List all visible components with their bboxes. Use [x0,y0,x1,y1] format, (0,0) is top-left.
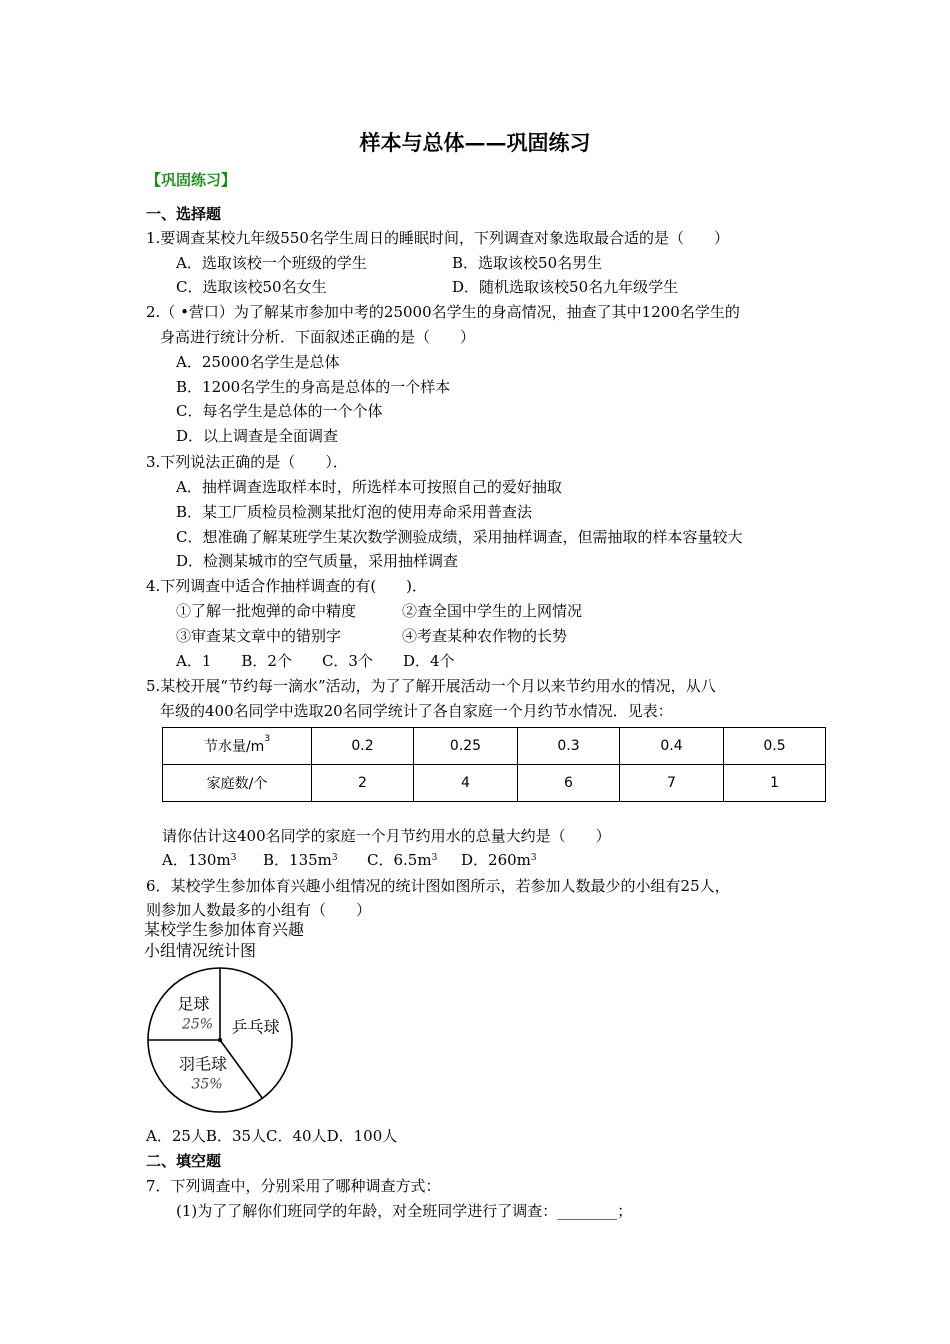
unit-superscript: 3 [264,734,271,744]
q3-stem: 3.下列说法正确的是（ ）． [146,453,348,471]
q5-option-b [263,850,338,870]
table-cell: 4 [414,765,518,802]
pie-slice-percent: 25% [181,1016,214,1033]
q6-stem-line2: 则参加人数最多的小组有（ ） [146,901,372,919]
section-fill-heading: 二、填空题 [146,1152,222,1170]
table-row [163,728,826,765]
q1-stem: 1.要调查某校九年级550名学生周日的睡眠时间，下列调查对象选取最合适的是（ ） [146,229,729,247]
exercise-tag: 【巩固练习】 [146,171,237,189]
q2-stem-line2: 身高进行统计分析．下面叙述正确的是（ ） [160,328,476,346]
q4-item-1: ①了解一批炮弹的命中精度 [176,602,357,620]
q5-option-d-text: D．260m [461,851,531,869]
water-amount-label: 节水量/m [203,739,265,755]
table-cell: 7 [620,765,724,802]
chart-title-line1: 某校学生参加体育兴趣 [144,920,305,939]
table-row [163,765,826,802]
table-cell: 0.4 [620,728,724,765]
page-title: 样本与总体——巩固练习 [359,130,591,155]
table-header-cell [163,728,312,765]
pie-chart [142,962,302,1122]
q5-option-b-text: B．135m [263,851,332,869]
q1-option-b: B．选取该校50名男生 [452,254,603,272]
q3-option-a: A．抽样调查选取样本时，所选样本可按照自己的爱好抽取 [176,478,562,496]
q2-option-c: C．每名学生是总体的一个个体 [176,402,383,420]
pie-center-dot [218,1038,222,1042]
section-choice-heading: 一、选择题 [146,205,222,223]
table-header-cell: 家庭数/个 [163,765,312,802]
q4-item-2: ②查全国中学生的上网情况 [402,602,583,620]
unit-superscript: 3 [331,853,338,863]
table-cell: 6 [518,765,620,802]
q5-stem-line2: 年级的400名同学中选取20名同学统计了各自家庭一个月约节水情况．见表： [160,702,673,720]
q5-option-d [461,850,537,870]
q1-option-a: A．选取该校一个班级的学生 [176,254,367,272]
q5-option-a [162,850,236,870]
q5-question: 请你估计这400名同学的家庭一个月节约用水的总量大约是（ ） [162,827,611,845]
q4-stem: 4.下列调查中适合作抽样调查的有( )． [146,577,428,595]
table-cell: 1 [724,765,826,802]
q4-item-3: ③审查某文章中的错别字 [176,627,342,645]
pie-slice-label: 足球 [177,994,210,1014]
q5-option-a-text: A．130m [162,851,231,869]
q6-options: A．25人B．35人C．40人D．100人 [146,1127,398,1145]
pie-slice-label: 乒乓球 [231,1017,280,1037]
table-cell: 0.5 [724,728,826,765]
table-cell: 0.3 [518,728,620,765]
unit-superscript: 3 [530,853,537,863]
q2-stem-line1: 2.（ •营口）为了解某市参加中考的25000名学生的身高情况，抽查了其中1200名学生的 [146,303,740,321]
unit-superscript: 3 [431,853,438,863]
q3-option-c: C．想准确了解某班学生某次数学测验成绩，采用抽样调查，但需抽取的样本容量较大 [176,528,743,546]
water-saving-table [162,727,826,802]
q7-sub1: (1)为了了解你们班同学的年龄，对全班同学进行了调查：________； [176,1202,633,1220]
q5-option-c-text: C．6.5m [367,851,432,869]
table-cell: 2 [312,765,414,802]
q3-option-d: D．检测某城市的空气质量，采用抽样调查 [176,552,459,570]
q2-option-d: D．以上调查是全面调查 [176,427,339,445]
q4-options: A．1 B．2个 C．3个 D．4个 [176,652,455,670]
table-cell: 0.25 [414,728,518,765]
q5-option-c [367,850,437,870]
q5-stem-line1: 5.某校开展“节约每一滴水”活动，为了了解开展活动一个月以来节约用水的情况，从八 [146,677,716,695]
chart-title-line2: 小组情况统计图 [144,941,257,960]
q1-option-c: C．选取该校50名女生 [176,278,327,296]
unit-superscript: 3 [230,853,237,863]
q2-option-a: A．25000名学生是总体 [176,353,340,371]
q1-option-d: D．随机选取该校50名九年级学生 [452,278,679,296]
table-cell: 0.2 [312,728,414,765]
q4-item-4: ④考查某种农作物的长势 [402,627,568,645]
pie-slice-percent: 35% [191,1076,223,1093]
q3-option-b: B．某工厂质检员检测某批灯泡的使用寿命采用普查法 [176,503,533,521]
q7-stem: 7．下列调查中，分别采用了哪种调查方式： [146,1177,441,1195]
pie-slice-label: 羽毛球 [178,1054,228,1074]
q2-option-b: B．1200名学生的身高是总体的一个样本 [176,378,451,396]
q6-stem-line1: 6．某校学生参加体育兴趣小组情况的统计图如图所示，若参加人数最少的小组有25人， [146,877,730,895]
